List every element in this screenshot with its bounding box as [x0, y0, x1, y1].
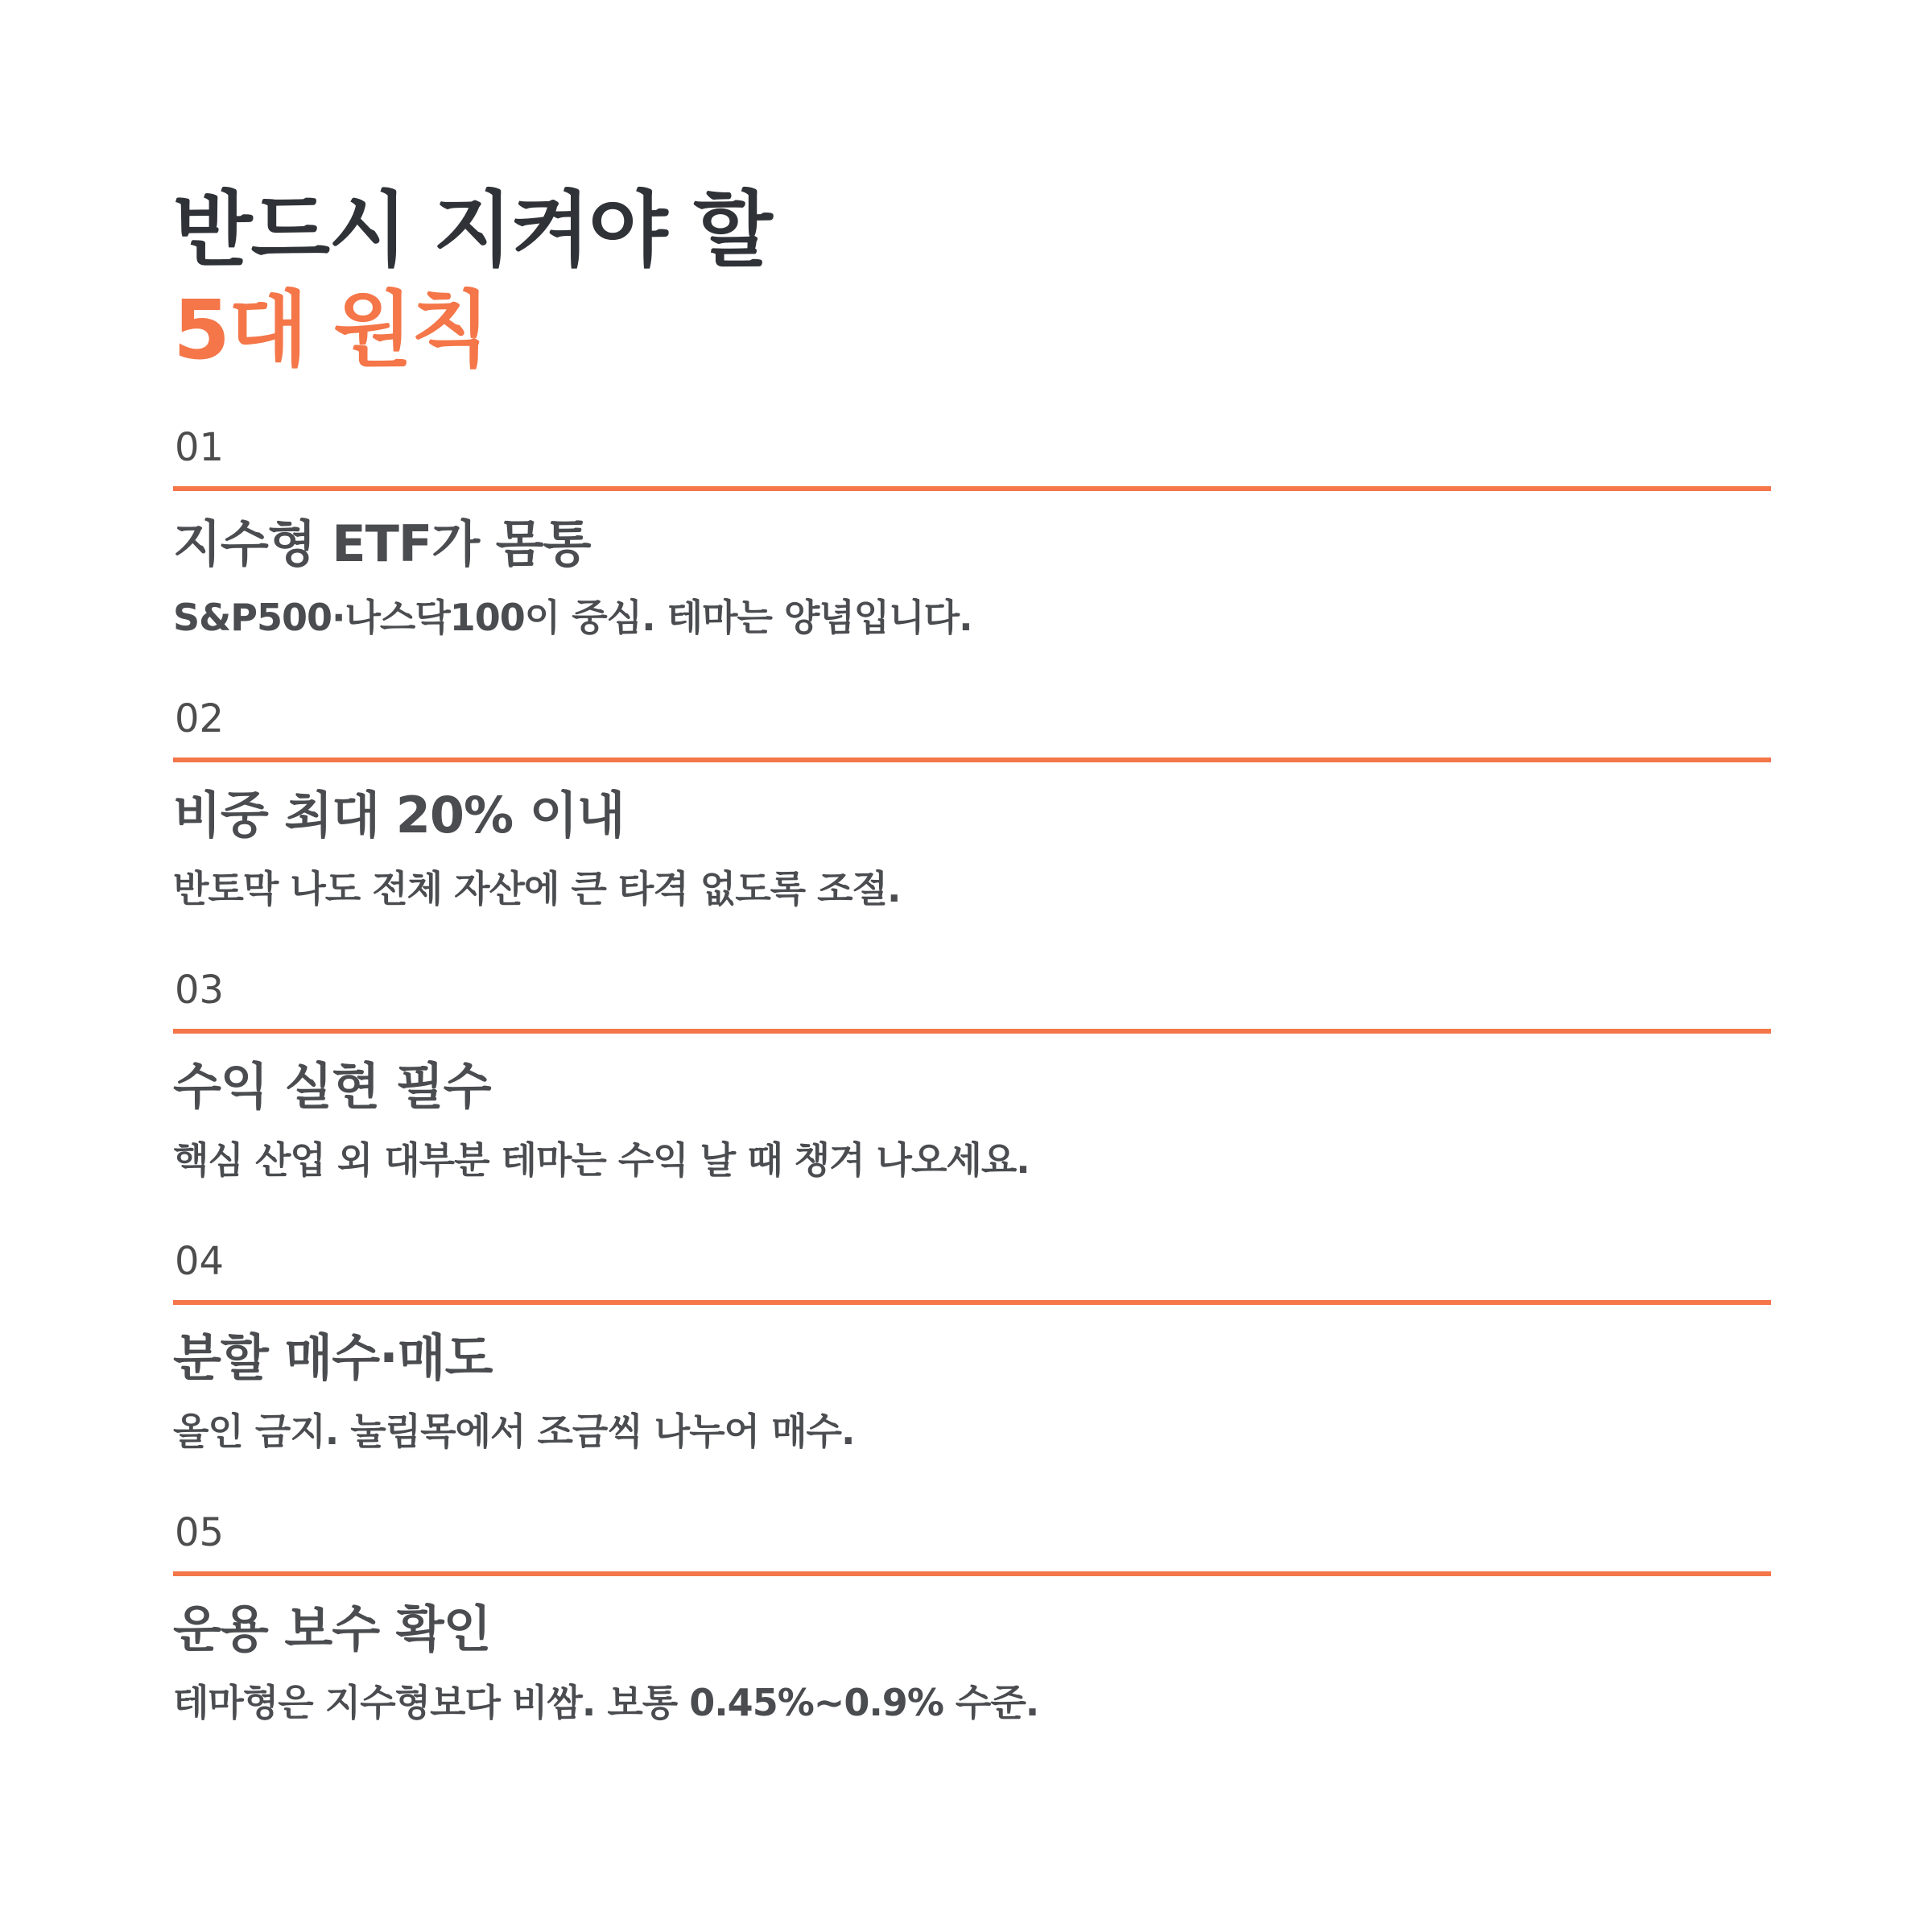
principle-title: 비중 최대 20% 이내: [173, 786, 625, 844]
title-line-2-highlight: 5대 원칙: [173, 283, 489, 378]
principle-number: 01: [175, 425, 225, 470]
principle-number: 03: [175, 968, 225, 1013]
title-line-1: 반드시 지켜야 할: [173, 183, 771, 279]
principle-title: 지수형 ETF가 몸통: [173, 514, 591, 573]
principle-title: 수익 실현 필수: [173, 1057, 491, 1116]
divider-line: [173, 486, 1771, 491]
principle-description: 올인 금지. 눌림목에서 조금씩 나누어 매수.: [173, 1410, 855, 1453]
principle-description: 반토막 나도 전체 자산에 큰 타격 없도록 조절.: [173, 867, 901, 910]
principle-description: 핵심 산업 외 대부분 테마는 수익 날 때 챙겨 나오세요.: [173, 1138, 1030, 1182]
divider-line: [173, 758, 1771, 762]
principle-number: 05: [175, 1510, 225, 1555]
principle-title: 운용 보수 확인: [173, 1600, 491, 1658]
divider-line: [173, 1300, 1771, 1305]
divider-line: [173, 1571, 1771, 1576]
principle-title: 분할 매수·매도: [173, 1328, 493, 1387]
principle-number: 02: [175, 696, 225, 741]
principle-description: 테마형은 지수형보다 비쌈. 보통 0.45%~0.9% 수준.: [173, 1681, 1039, 1724]
divider-line: [173, 1029, 1771, 1034]
principle-number: 04: [175, 1239, 225, 1284]
principle-description: S&P500·나스닥100이 중심. 테마는 양념입니다.: [173, 596, 972, 639]
page-title: [173, 181, 771, 381]
